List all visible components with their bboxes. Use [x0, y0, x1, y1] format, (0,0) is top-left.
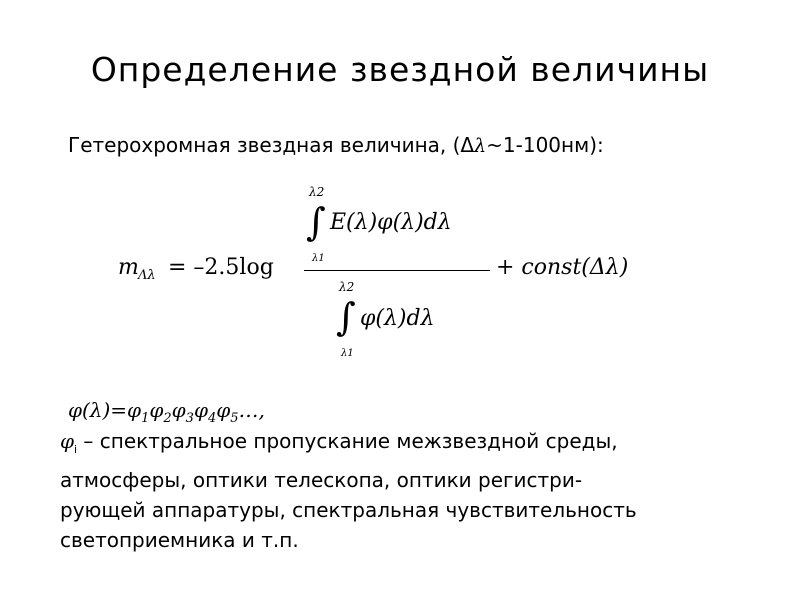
formula-m: m [118, 255, 139, 280]
description-text: – спектральное пропускание межзвездной среды, [77, 429, 618, 453]
phi-index: 2 [163, 411, 172, 426]
numerator-integrand: E(λ)φ(λ)dλ [330, 210, 452, 235]
phi-index: 1 [141, 411, 150, 426]
description-line: рующей аппаратуры, спектральная чувствительность [60, 498, 637, 522]
phi-product-lhs: φ(λ)= [68, 398, 128, 422]
phi-product-ellipsis: …, [238, 398, 265, 422]
description-line: атмосферы, оптики телескопа, оптики регистри- [60, 468, 583, 492]
numerator-upper-limit: λ2 [309, 185, 325, 199]
subtitle-suffix: ~1-100нм): [486, 133, 604, 157]
fraction-bar [304, 270, 490, 271]
formula-m-subscript: Λλ [138, 268, 156, 283]
numerator-integral-sign: ∫ [306, 200, 326, 244]
numerator-lower-limit: λ1 [312, 253, 325, 264]
description-symbol-index: i [74, 443, 78, 456]
description-paragraph [60, 426, 760, 555]
subtitle-lambda: λ [474, 135, 487, 157]
description-line [60, 426, 760, 465]
description-symbol: φ [60, 429, 75, 453]
page-title: Определение звездной величины [90, 50, 710, 89]
phi-factor: φ [171, 398, 186, 422]
denominator-integrand: φ(λ)dλ [360, 306, 435, 331]
denominator-integral-sign: ∫ [336, 295, 356, 339]
formula-const-term: + const(Δλ) [496, 255, 629, 280]
phi-index: 4 [207, 411, 217, 426]
phi-index: 5 [230, 411, 239, 426]
description-line: светоприемника и т.п. [60, 528, 299, 552]
denominator-upper-limit: λ2 [339, 280, 355, 294]
phi-product-formula [68, 398, 265, 426]
phi-factor: φ [193, 398, 208, 422]
phi-factor: φ [216, 398, 231, 422]
phi-factor: φ [127, 398, 142, 422]
formula-equals: = –2.5log [168, 255, 274, 280]
denominator-lower-limit: λ1 [341, 348, 354, 359]
subtitle-delta: Δ [460, 133, 475, 157]
phi-factor: φ [149, 398, 164, 422]
subtitle-prefix: Гетерохромная звездная величина, ( [68, 133, 461, 157]
phi-index: 3 [185, 411, 194, 426]
